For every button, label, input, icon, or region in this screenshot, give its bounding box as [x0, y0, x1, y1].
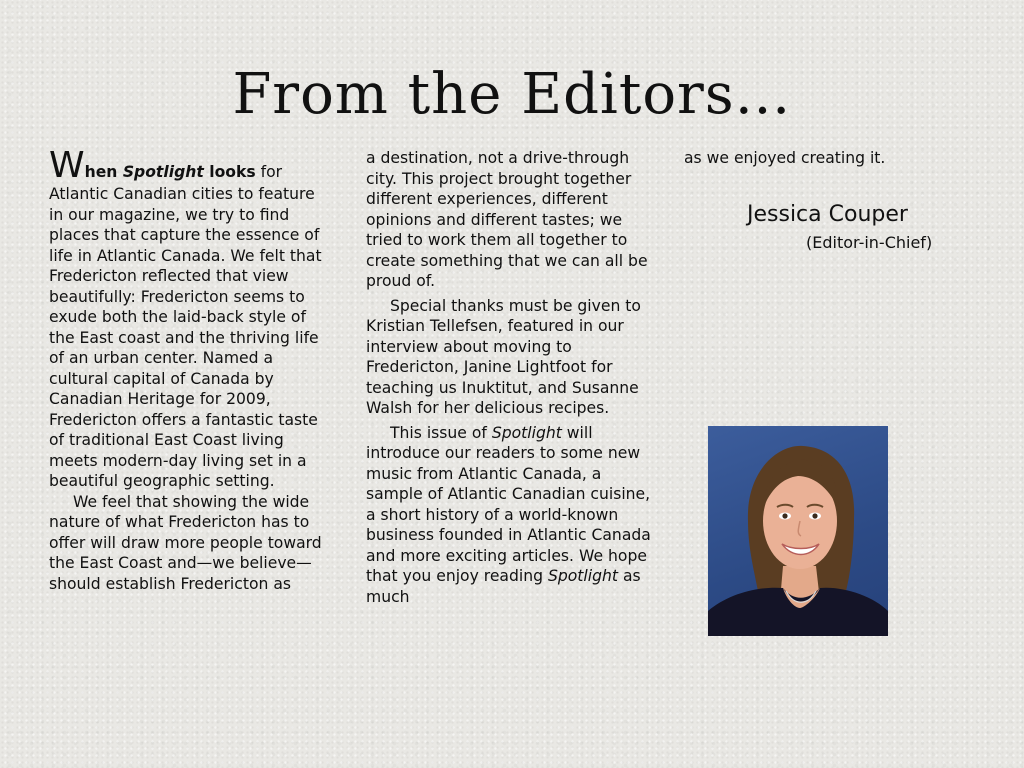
paragraph-3: a destination, not a drive-through city. This project brought together different experiences, different opinions and different tastes; we tried to work them all together to create something that we can all be proud of. [366, 149, 648, 290]
paragraph-1-text: for Atlantic Canadian cities to feature in our magazine, we try to find places that capture the essence of life in Atlantic Canada. We felt that Fredericton reflected that view beautifully: Fredericton seems to exude both the laid-back style of the East coast and the thriving life of an urban center. Named a cultural capital of Canada by Canadian Heritage for 2009, Fredericton offers a fantastic taste of traditional East Coast living meets modern-day living set in a beautiful geographic setting. [49, 163, 322, 490]
editor-portrait-illustration [708, 426, 888, 636]
column-3-text: as we enjoyed creating it. [684, 149, 886, 167]
paragraph-5 [366, 423, 651, 608]
editor-photo [708, 426, 888, 636]
paragraph-5-text-b: will introduce our readers to some new music from Atlantic Canada, a sample of Atlantic Canadian cuisine, a short history of a world-known business founded in Atlantic Canada and more exciting articles. We hope that you enjoy reading [366, 423, 651, 585]
paragraph-2: We feel that showing the wide nature of what Fredericton has to offer will draw more people toward the East Coast and—we believe—should establish Fredericton as [49, 492, 322, 593]
lead-in-hen: hen [84, 163, 123, 181]
paragraph-5-text-a: This issue of [390, 423, 492, 442]
signature-role: (Editor-in-Chief) [806, 233, 933, 252]
column-2 [366, 148, 651, 607]
paragraph-4: Special thanks must be given to Kristian Tellefsen, featured in our interview about moving to Fredericton, Janine Lightfoot for teaching us Inuktitut, and Susanne Walsh for her delicious recipes. [366, 296, 641, 417]
magazine-name: Spotlight [547, 567, 618, 585]
magazine-name: Spotlight [491, 423, 562, 442]
column-1 [49, 145, 331, 594]
magazine-name: Spotlight [122, 163, 204, 181]
page-title: From the Editors… [232, 62, 792, 127]
paragraph-1 [49, 145, 331, 492]
paragraph-5-text-c: as much [366, 567, 641, 606]
signature-name: Jessica Couper [747, 202, 908, 227]
lead-in-looks: looks [203, 163, 256, 181]
drop-cap: W [49, 145, 85, 186]
